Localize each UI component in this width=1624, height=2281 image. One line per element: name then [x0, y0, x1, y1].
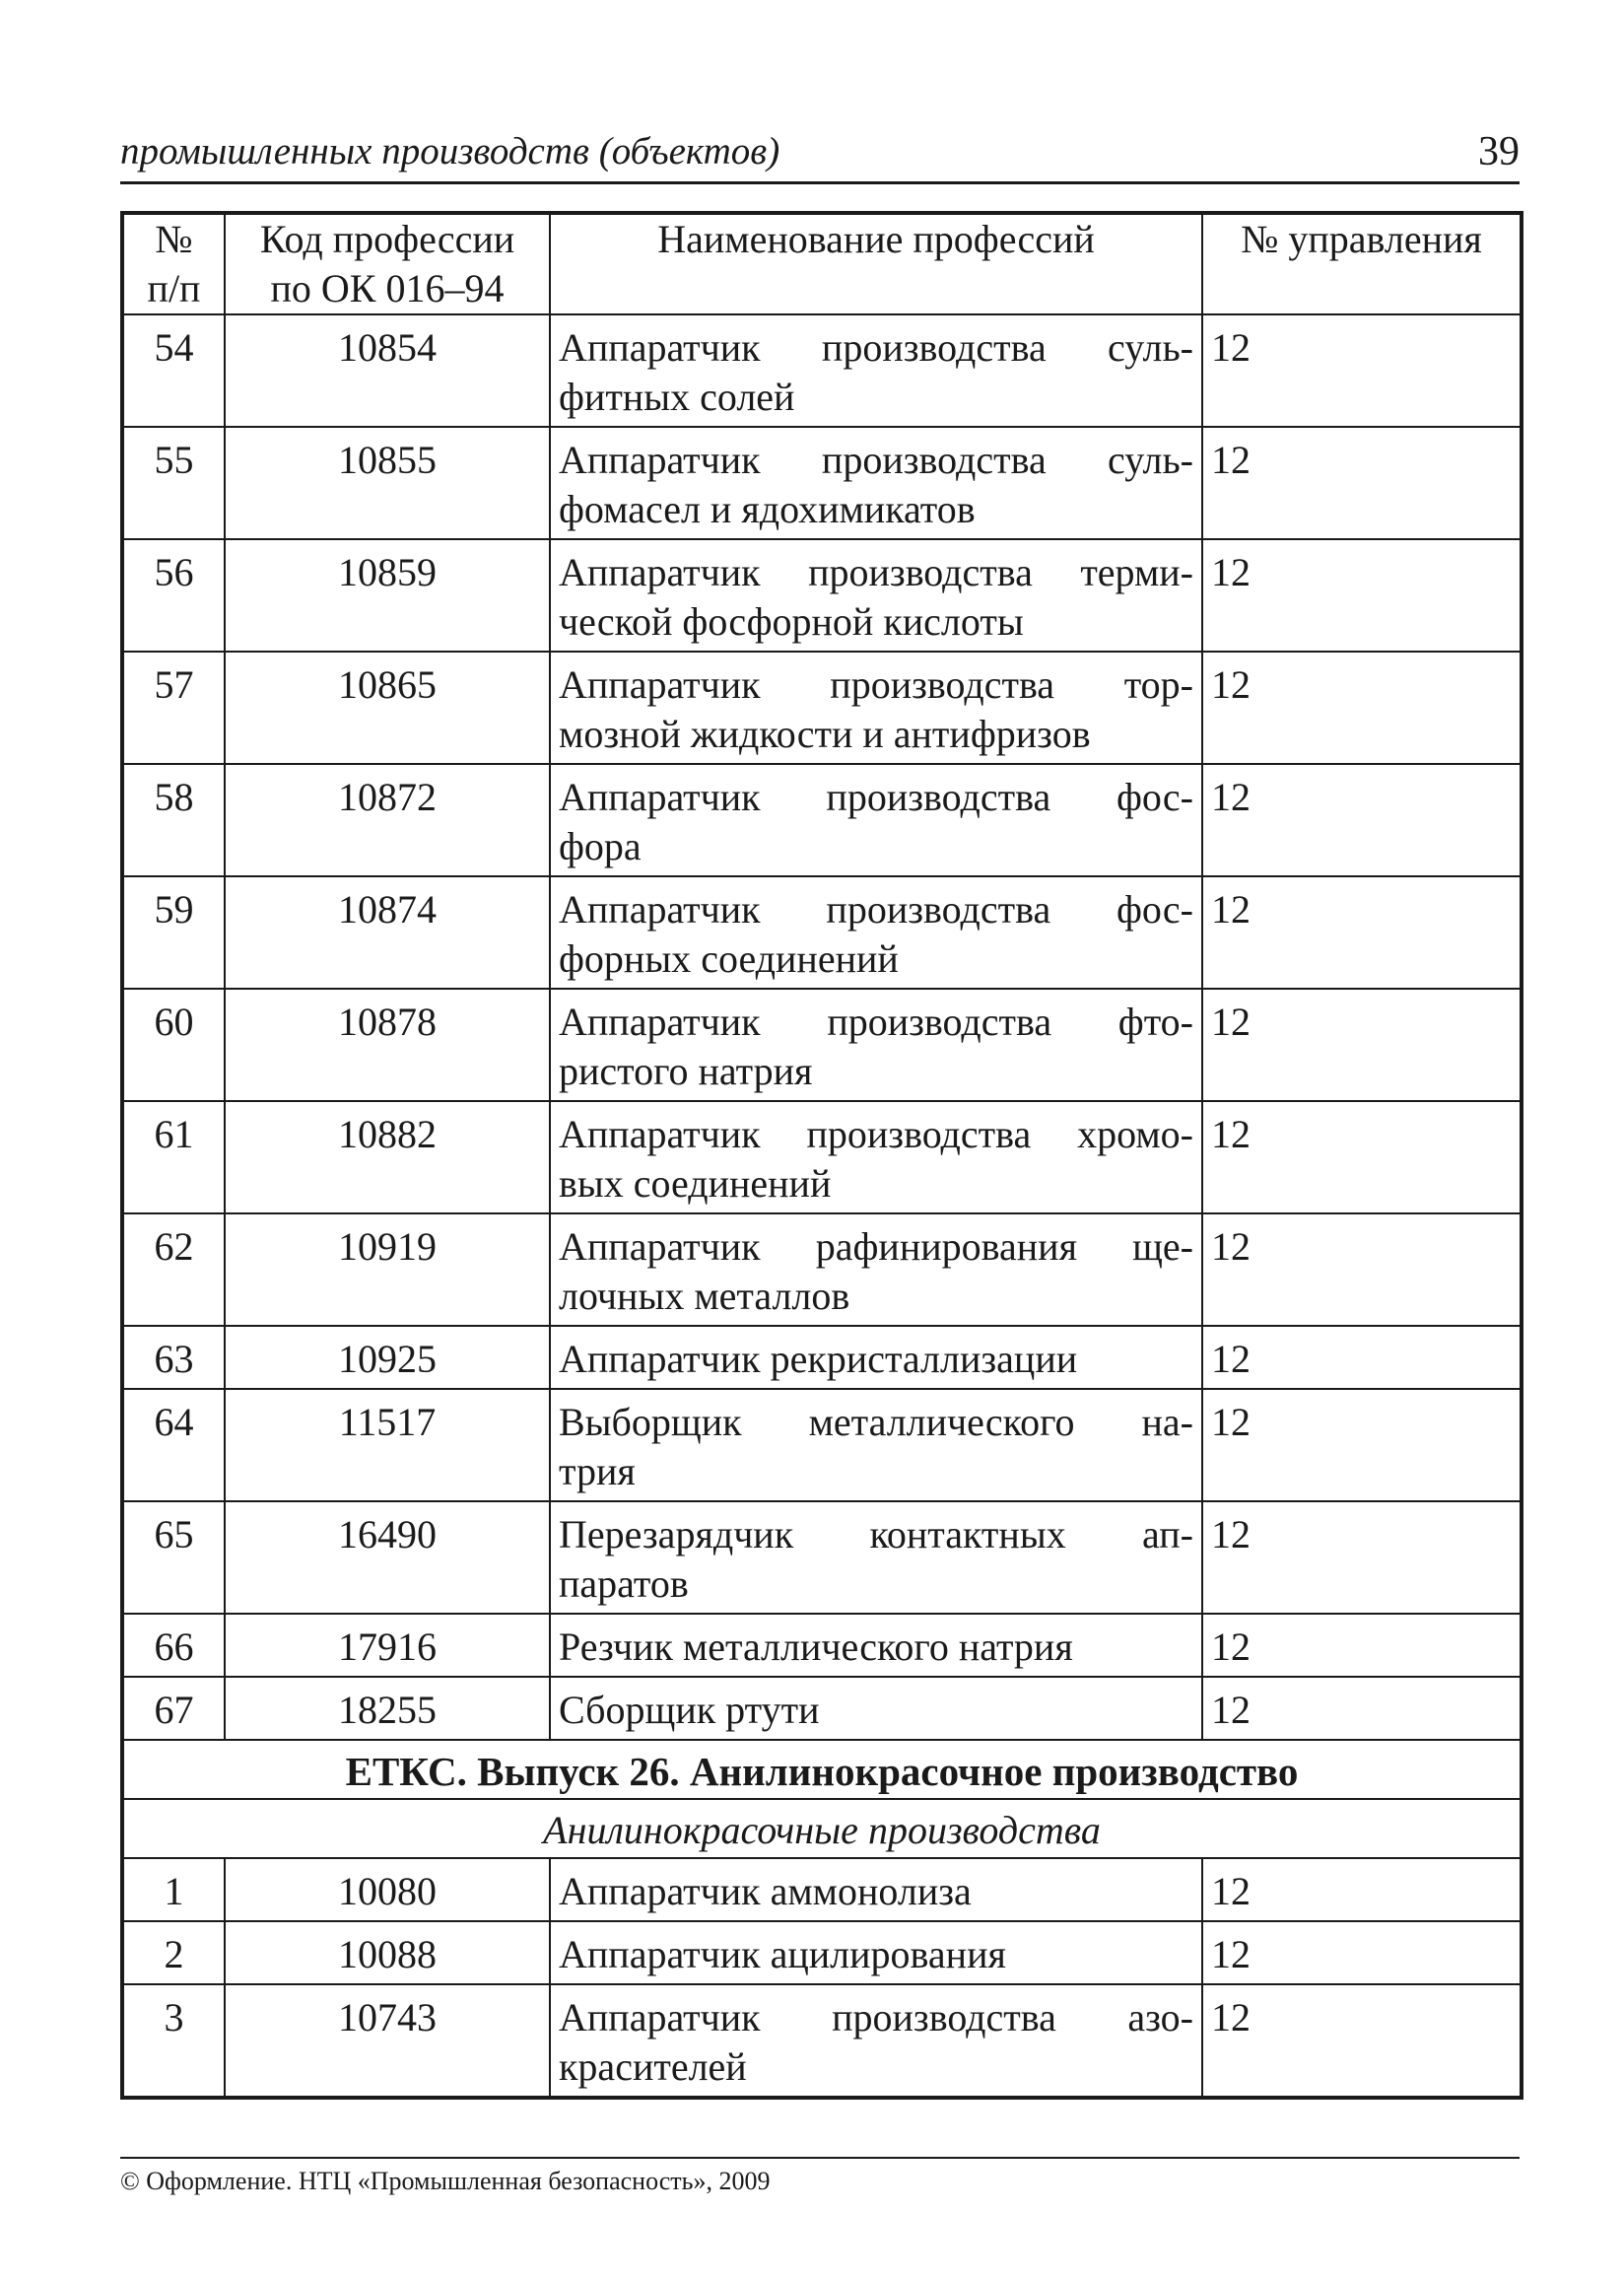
control-number: 12 — [1202, 1921, 1522, 1984]
control-number: 12 — [1202, 1984, 1522, 2098]
profession-name-line1: Резчик металлического натрия — [559, 1624, 1073, 1669]
profession-name-line1: Перезарядчик контактных ап- — [559, 1512, 1193, 1556]
col-header-control: № управления — [1202, 213, 1522, 314]
table-row — [122, 876, 1522, 989]
profession-name-line2: фомасел и ядохимикатов — [559, 487, 976, 531]
profession-name — [550, 1389, 1202, 1501]
row-number: 2 — [122, 1921, 225, 1984]
profession-name-line1: Аппаратчик рафинирования ще- — [559, 1224, 1193, 1269]
profession-name-line2: ристого натрия — [559, 1049, 813, 1093]
profession-code: 10882 — [225, 1101, 550, 1213]
profession-name — [550, 652, 1202, 764]
profession-name-line2: красителей — [559, 2044, 747, 2089]
control-number: 12 — [1202, 1501, 1522, 1614]
profession-name — [550, 1614, 1202, 1677]
control-number: 12 — [1202, 1326, 1522, 1389]
profession-name-line2: ческой фосфорной кислоты — [559, 599, 1024, 644]
profession-code: 10865 — [225, 652, 550, 764]
profession-code: 10878 — [225, 989, 550, 1101]
profession-name — [550, 1858, 1202, 1921]
row-number: 57 — [122, 652, 225, 764]
table-row — [122, 314, 1522, 427]
row-number: 64 — [122, 1389, 225, 1501]
table-row — [122, 1677, 1522, 1740]
professions-table — [120, 211, 1523, 2100]
row-number: 61 — [122, 1101, 225, 1213]
profession-name-line2: фора — [559, 824, 642, 868]
control-number: 12 — [1202, 314, 1522, 427]
profession-name — [550, 989, 1202, 1101]
profession-code: 10919 — [225, 1213, 550, 1326]
table-row — [122, 1389, 1522, 1501]
control-number: 12 — [1202, 989, 1522, 1101]
footer-copyright: © Оформление. НТЦ «Промышленная безопасность», 2009 — [120, 2167, 771, 2195]
control-number: 12 — [1202, 1213, 1522, 1326]
row-number: 60 — [122, 989, 225, 1101]
footer-divider — [120, 2157, 1520, 2159]
profession-name-line2: лочных металлов — [559, 1274, 850, 1318]
profession-name — [550, 1501, 1202, 1614]
table-row — [122, 1213, 1522, 1326]
subsection-title: Анилинокрасочные производства — [122, 1799, 1522, 1858]
control-number: 12 — [1202, 1614, 1522, 1677]
col-header-code: Код профессии по ОК 016–94 — [225, 213, 550, 314]
row-number: 56 — [122, 539, 225, 652]
row-number: 58 — [122, 764, 225, 876]
row-number: 67 — [122, 1677, 225, 1740]
profession-name — [550, 764, 1202, 876]
row-number: 59 — [122, 876, 225, 989]
section-row — [122, 1740, 1522, 1799]
table-row — [122, 652, 1522, 764]
control-number: 12 — [1202, 652, 1522, 764]
profession-code: 10874 — [225, 876, 550, 989]
control-number: 12 — [1202, 539, 1522, 652]
table-header-row — [122, 213, 1522, 314]
section-body — [122, 1740, 1522, 1858]
profession-name — [550, 1984, 1202, 2098]
profession-name-line2: фитных солей — [559, 375, 795, 419]
profession-name-line2: паратов — [559, 1561, 689, 1606]
profession-name — [550, 1677, 1202, 1740]
profession-code: 10872 — [225, 764, 550, 876]
profession-code: 10855 — [225, 427, 550, 539]
profession-code: 10743 — [225, 1984, 550, 2098]
control-number: 12 — [1202, 1677, 1522, 1740]
profession-name-line1: Аппаратчик производства тор- — [559, 662, 1193, 707]
control-number: 12 — [1202, 764, 1522, 876]
control-number: 12 — [1202, 1389, 1522, 1501]
profession-code: 18255 — [225, 1677, 550, 1740]
profession-code: 10925 — [225, 1326, 550, 1389]
header-title: промышленных производств (объектов) — [120, 130, 780, 173]
profession-name-line1: Аппаратчик ацилирования — [559, 1932, 1006, 1976]
subsection-row — [122, 1799, 1522, 1858]
profession-name — [550, 876, 1202, 989]
table-row — [122, 1101, 1522, 1213]
control-number: 12 — [1202, 876, 1522, 989]
section-title: ЕТКС. Выпуск 26. Анилинокрасочное производство — [122, 1740, 1522, 1799]
row-number: 55 — [122, 427, 225, 539]
table-body-part1 — [122, 314, 1522, 1740]
table-row — [122, 427, 1522, 539]
profession-name — [550, 1213, 1202, 1326]
table-row — [122, 764, 1522, 876]
profession-name — [550, 539, 1202, 652]
page-header — [120, 126, 1520, 184]
control-number: 12 — [1202, 1858, 1522, 1921]
profession-name-line1: Аппаратчик производства хромо- — [559, 1112, 1193, 1156]
profession-code: 10854 — [225, 314, 550, 427]
profession-code: 10088 — [225, 1921, 550, 1984]
row-number: 62 — [122, 1213, 225, 1326]
profession-name-line2: трия — [559, 1449, 636, 1493]
table-row — [122, 1614, 1522, 1677]
table-row — [122, 989, 1522, 1101]
profession-name-line2: мозной жидкости и антифризов — [559, 712, 1091, 756]
col-header-name: Наименование профессий — [550, 213, 1202, 314]
profession-name — [550, 314, 1202, 427]
profession-code: 11517 — [225, 1389, 550, 1501]
page-number: 39 — [1478, 129, 1520, 174]
row-number: 1 — [122, 1858, 225, 1921]
table-row — [122, 1984, 1522, 2098]
profession-name-line1: Аппаратчик производства азо- — [559, 1995, 1193, 2039]
profession-name-line1: Сборщик ртути — [559, 1688, 820, 1732]
row-number: 3 — [122, 1984, 225, 2098]
profession-name-line1: Аппаратчик аммонолиза — [559, 1869, 972, 1913]
profession-code: 10080 — [225, 1858, 550, 1921]
row-number: 63 — [122, 1326, 225, 1389]
row-number: 54 — [122, 314, 225, 427]
profession-name — [550, 1921, 1202, 1984]
profession-code: 10859 — [225, 539, 550, 652]
profession-name-line1: Аппаратчик производства суль- — [559, 325, 1193, 370]
profession-name — [550, 427, 1202, 539]
profession-name-line1: Выборщик металлического на- — [559, 1400, 1193, 1444]
profession-name-line2: вых соединений — [559, 1161, 832, 1206]
profession-name-line1: Аппаратчик производства фос- — [559, 775, 1193, 819]
table-row — [122, 1326, 1522, 1389]
profession-name-line1: Аппаратчик рекристаллизации — [559, 1337, 1078, 1381]
control-number: 12 — [1202, 427, 1522, 539]
profession-code: 17916 — [225, 1614, 550, 1677]
profession-name-line1: Аппаратчик производства терми- — [559, 550, 1193, 594]
profession-name-line2: форных соединений — [559, 936, 899, 981]
profession-name-line1: Аппаратчик производства фто- — [559, 1000, 1193, 1044]
table-row — [122, 539, 1522, 652]
table-row — [122, 1858, 1522, 1921]
profession-name-line1: Аппаратчик производства суль- — [559, 438, 1193, 482]
table-body-part2 — [122, 1858, 1522, 2098]
row-number: 65 — [122, 1501, 225, 1614]
profession-code: 16490 — [225, 1501, 550, 1614]
control-number: 12 — [1202, 1101, 1522, 1213]
table-row — [122, 1501, 1522, 1614]
col-header-number: № п/п — [122, 213, 225, 314]
profession-name — [550, 1326, 1202, 1389]
profession-name — [550, 1101, 1202, 1213]
profession-name-line1: Аппаратчик производства фос- — [559, 887, 1193, 932]
table-row — [122, 1921, 1522, 1984]
row-number: 66 — [122, 1614, 225, 1677]
